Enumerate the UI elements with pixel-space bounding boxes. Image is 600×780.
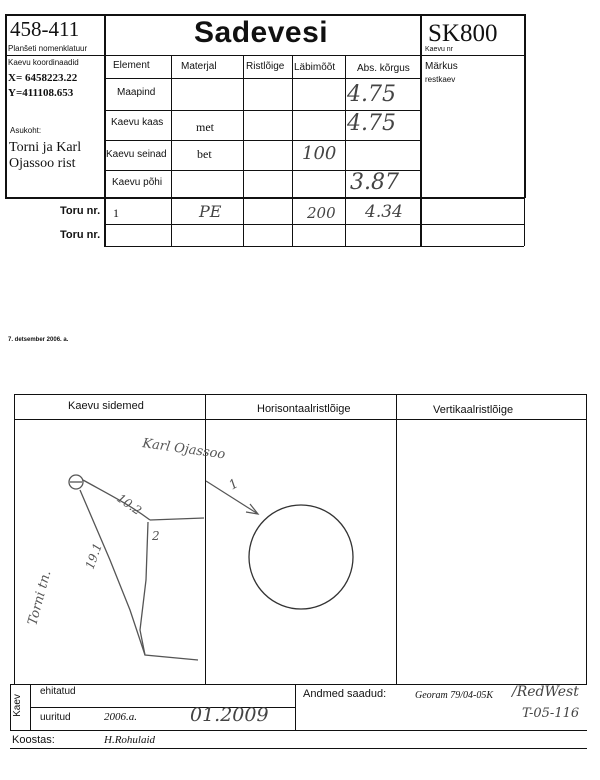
street-karl-ojassoo: Karl Ojassoo — [141, 436, 227, 463]
pipe-line-horizontal — [150, 518, 204, 520]
data-from-value: Georam 79/04-05K — [415, 690, 494, 701]
well-number-label: Kaevu nr — [425, 46, 454, 53]
surveyed-label: uuritud — [40, 712, 71, 723]
col-header-material: Materjal — [181, 61, 217, 72]
built-label: ehitatud — [40, 686, 76, 697]
col-title-horizontal-section: Horisontaalristlõige — [257, 403, 351, 415]
row-element: Maapind — [117, 87, 156, 98]
row-element: Kaevu seinad — [106, 149, 167, 160]
col-header-cross-section: Ristlõige — [246, 61, 285, 72]
pipe-height: 4.34 — [365, 202, 403, 222]
data-from-label: Andmed saadud: — [303, 688, 387, 700]
row-material: met — [196, 120, 214, 134]
pipe-number: 1 — [113, 206, 119, 220]
pipe-line-torni — [140, 522, 198, 660]
location-label: Asukoht: — [10, 126, 42, 135]
well-side-label: Kaev — [11, 694, 23, 717]
label-length-2: 2 — [152, 529, 160, 543]
coord-y: Y=411108.653 — [8, 87, 74, 99]
pipe-label: Toru nr. — [60, 229, 101, 241]
location-line2: Ojassoo rist — [9, 156, 76, 171]
coord-x: X= 6458223.22 — [8, 72, 78, 84]
location-line1: Torni ja Karl — [9, 140, 82, 155]
row-height: 3.87 — [350, 170, 399, 195]
coords-label: Kaevu koordinaadid — [8, 58, 79, 67]
pipe-material: PE — [199, 202, 222, 221]
compiled-label: Koostas: — [12, 734, 55, 746]
row-element: Kaevu põhi — [112, 177, 163, 188]
label-length-10-2: 10.2 — [114, 490, 145, 518]
well-number-value: SK800 — [428, 20, 498, 47]
arrow-head-icon — [246, 504, 258, 514]
remarks-value: restkaev — [425, 75, 456, 84]
page-title: Sadevesi — [194, 16, 329, 49]
row-height: 4.75 — [347, 82, 396, 107]
street-torni: Torni tn. — [25, 568, 55, 628]
surveyed-year: 2006.a. — [104, 711, 137, 723]
print-date: 7. detsember 2006. a. — [8, 337, 69, 343]
pipe-label: Toru nr. — [60, 205, 101, 217]
row-material: bet — [197, 147, 212, 161]
signature-note-2: T-05-116 — [522, 706, 580, 721]
manhole-circle — [249, 505, 353, 609]
nomenclature-value: 458-411 — [10, 17, 80, 41]
col-header-diameter: Läbimõõt — [294, 62, 336, 73]
signature-note: /RedWest — [512, 684, 579, 700]
label-length-19-1: 19.1 — [82, 541, 105, 572]
row-diameter: 100 — [302, 143, 337, 164]
nomenclature-label: Planšeti nomenklatuur — [8, 44, 88, 53]
compiled-value: H.Rohulaid — [104, 734, 156, 746]
col-header-element: Element — [113, 60, 150, 71]
col-header-abs-height: Abs. kõrgus — [357, 63, 410, 74]
col-title-well-connections: Kaevu sidemed — [68, 400, 144, 412]
row-element: Kaevu kaas — [111, 117, 164, 128]
pipe-diameter: 200 — [307, 204, 336, 222]
row-height: 4.75 — [347, 111, 396, 136]
surveyed-date: 01.2009 — [190, 704, 269, 726]
remarks-label: Märkus — [425, 61, 458, 72]
pipe-arrow-label: 1 — [226, 476, 242, 494]
col-title-vertical-section: Vertikaalristlõige — [433, 404, 514, 416]
